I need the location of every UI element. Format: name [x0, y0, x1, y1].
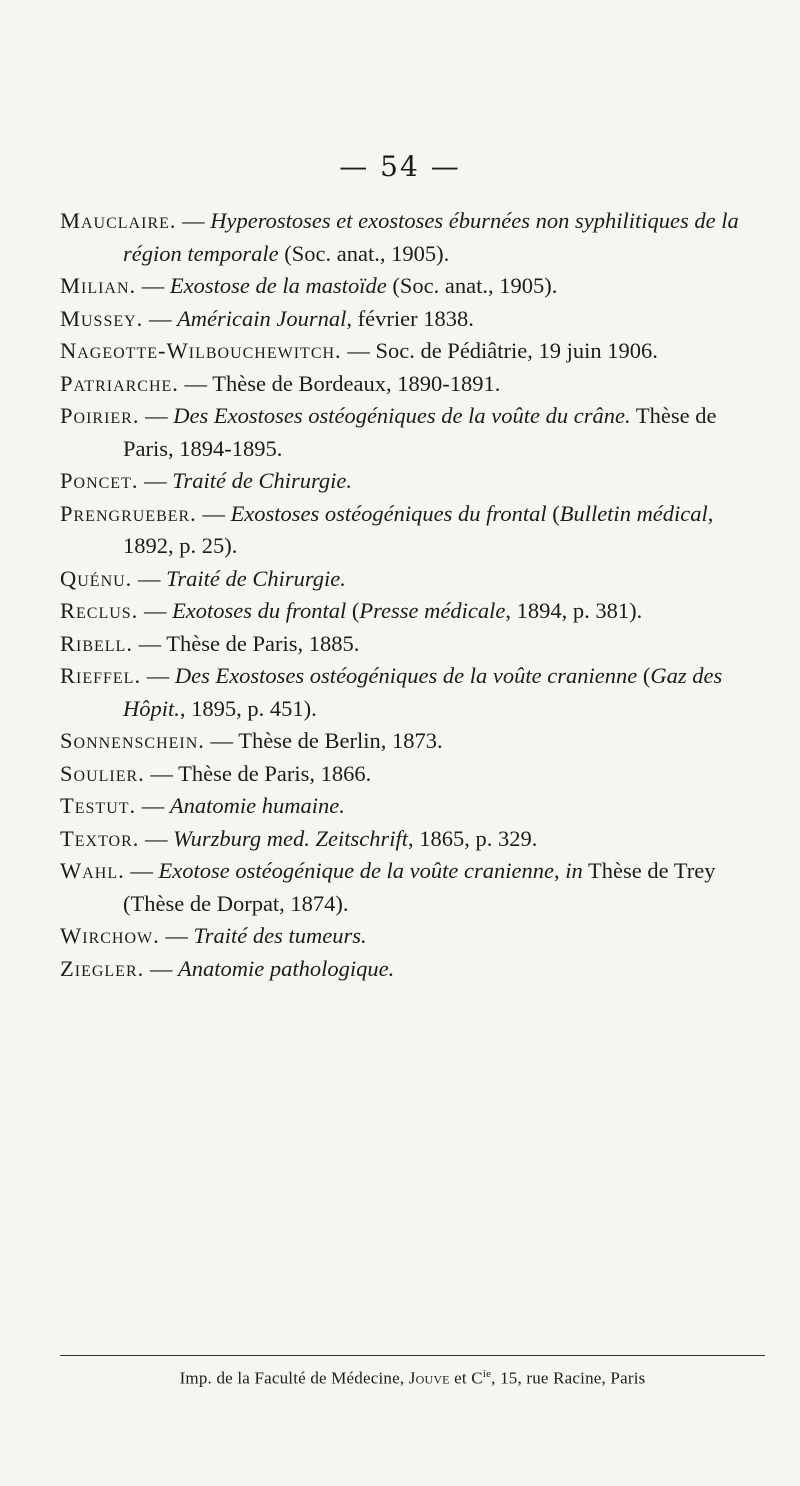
entry-dash: — [178, 370, 213, 396]
entry-reference: Thèse de Paris, 1885. [166, 630, 360, 656]
entry-reference: ( [346, 598, 360, 623]
entry-author: Mussey. [60, 305, 144, 331]
entry-reference: , 1894, p. 381). [505, 598, 643, 623]
entry-title: Anatomie pathologique. [178, 955, 395, 981]
entry-reference: (Soc. anat., 1905). [278, 240, 450, 266]
entry-author: Testut. [60, 793, 137, 818]
bibliography-list [60, 205, 765, 985]
entry-dash: — [176, 208, 211, 233]
entry-reference: (Soc. anat., 1905). [386, 273, 558, 298]
entry-dash: — [132, 565, 167, 591]
bibliography-entry [60, 628, 765, 661]
entry-dash: — [159, 923, 194, 948]
bibliography-entry [60, 823, 765, 856]
entry-dash: — [144, 760, 179, 786]
entry-reference: Thèse de Bordeaux, 1890-1891. [212, 370, 501, 396]
entry-title: Gaz des Hôpit. [123, 663, 723, 721]
entry-author: Soulier. [60, 760, 145, 786]
bibliography-entry [60, 563, 765, 596]
entry-dash: — [204, 728, 239, 753]
imprint-prefix: Imp. de la Faculté de Médecine, [179, 1368, 409, 1388]
imprint-company-sup: ie [482, 1368, 492, 1380]
bibliography-entry [60, 335, 765, 368]
entry-dash: — [341, 338, 376, 363]
entry-reference: , 1895, p. 451). [179, 695, 317, 721]
entry-reference: Soc. de Pédiâtrie, 19 juin 1906. [375, 338, 658, 363]
bibliography-entry [60, 855, 765, 920]
imprint-address: , 15, rue Racine, Paris [491, 1368, 646, 1388]
entry-reference: ( [637, 663, 651, 688]
bibliography-entry [60, 498, 765, 563]
entry-title: Exotose ostéogénique de la voûte cranienne [158, 858, 554, 883]
entry-dash: — [196, 500, 231, 526]
entry-author: Wirchow. [60, 923, 160, 948]
entry-author: Quénu. [60, 565, 133, 591]
bibliography-entry [60, 595, 765, 628]
bibliography-entry [60, 953, 765, 986]
entry-reference: , 1865, p. 329. [407, 825, 538, 851]
printer-imprint [60, 1368, 765, 1389]
entry-title: Traité de Chirurgie. [166, 565, 346, 591]
bibliography-entry [60, 920, 765, 953]
entry-title: Exostoses ostéogéniques du frontal [230, 500, 547, 526]
entry-reference: , février 1838. [346, 305, 474, 331]
entry-title: in [565, 858, 583, 883]
entry-reference: , 1892, p. 25). [123, 500, 714, 558]
entry-author: Nageotte-Wilbouchewitch. [60, 338, 342, 363]
bibliography-entry [60, 660, 765, 725]
bibliography-entry [60, 368, 765, 401]
page-number: — 54 — [339, 150, 461, 183]
entry-title: Exostose de la mastoïde [169, 273, 387, 298]
entry-reference: Thèse de Trey (Thèse de Dorpat, 1874). [123, 858, 716, 916]
entry-author: Wahl. [60, 858, 125, 883]
entry-title: Américain Journal [177, 305, 347, 331]
bibliography-entry [60, 270, 765, 303]
bibliography-entry [60, 465, 765, 498]
entry-title: Bulletin médical [559, 500, 708, 526]
entry-reference: Thèse de Paris, 1866. [178, 760, 372, 786]
entry-reference: , [554, 858, 566, 883]
entry-author: Poirier. [60, 403, 140, 428]
entry-dash: — [132, 630, 167, 656]
entry-author: Reclus. [60, 598, 139, 623]
bibliography-entry [60, 725, 765, 758]
bibliography-entry [60, 758, 765, 791]
entry-dash: — [141, 663, 175, 688]
bibliography-entry [60, 205, 765, 270]
entry-dash: — [138, 598, 173, 623]
entry-dash: — [124, 858, 159, 883]
entry-title: Des Exostoses ostéogéniques de la voûte cranienne [174, 663, 638, 688]
entry-reference: Thèse de Berlin, 1873. [238, 728, 443, 753]
footer-divider [60, 1355, 765, 1356]
entry-reference: Thèse de Paris, 1894-1895. [123, 403, 717, 461]
entry-dash: — [136, 793, 170, 818]
entry-dash: — [144, 955, 178, 981]
bibliography-entry [60, 303, 765, 336]
entry-dash: — [139, 403, 174, 428]
entry-author: Prengrueber. [60, 500, 197, 526]
entry-title: Presse médicale [359, 598, 506, 623]
entry-dash: — [136, 273, 170, 298]
entry-dash: — [139, 825, 174, 851]
entry-author: Ziegler. [60, 955, 145, 981]
entry-title: Wurzburg med. Zeitschrift [173, 825, 408, 851]
imprint-company: et C [449, 1368, 483, 1388]
entry-title: Hyperostoses et exostoses éburnées non syphilitiques de la région temporale [123, 208, 739, 266]
entry-author: Mauclaire. [60, 208, 177, 233]
entry-author: Sonnenschein. [60, 728, 205, 753]
entry-dash: — [138, 468, 173, 493]
bibliography-entry [60, 790, 765, 823]
entry-author: Patriarche. [60, 370, 179, 396]
entry-author: Milian. [60, 273, 137, 298]
entry-reference: ( [546, 500, 560, 526]
bibliography-entry [60, 400, 765, 465]
entry-author: Textor. [60, 825, 140, 851]
entry-author: Ribell. [60, 630, 133, 656]
entry-author: Poncet. [60, 468, 139, 493]
entry-title: Des Exostoses ostéogéniques de la voûte du crâne. [173, 403, 631, 428]
entry-title: Traité des tumeurs. [193, 923, 367, 948]
entry-title: Anatomie humaine. [169, 793, 345, 818]
entry-title: Exotoses du frontal [172, 598, 347, 623]
entry-dash: — [143, 305, 178, 331]
entry-author: Rieffel. [60, 663, 142, 688]
entry-title: Traité de Chirurgie. [172, 468, 353, 493]
imprint-printer-name: Jouve [408, 1368, 450, 1388]
